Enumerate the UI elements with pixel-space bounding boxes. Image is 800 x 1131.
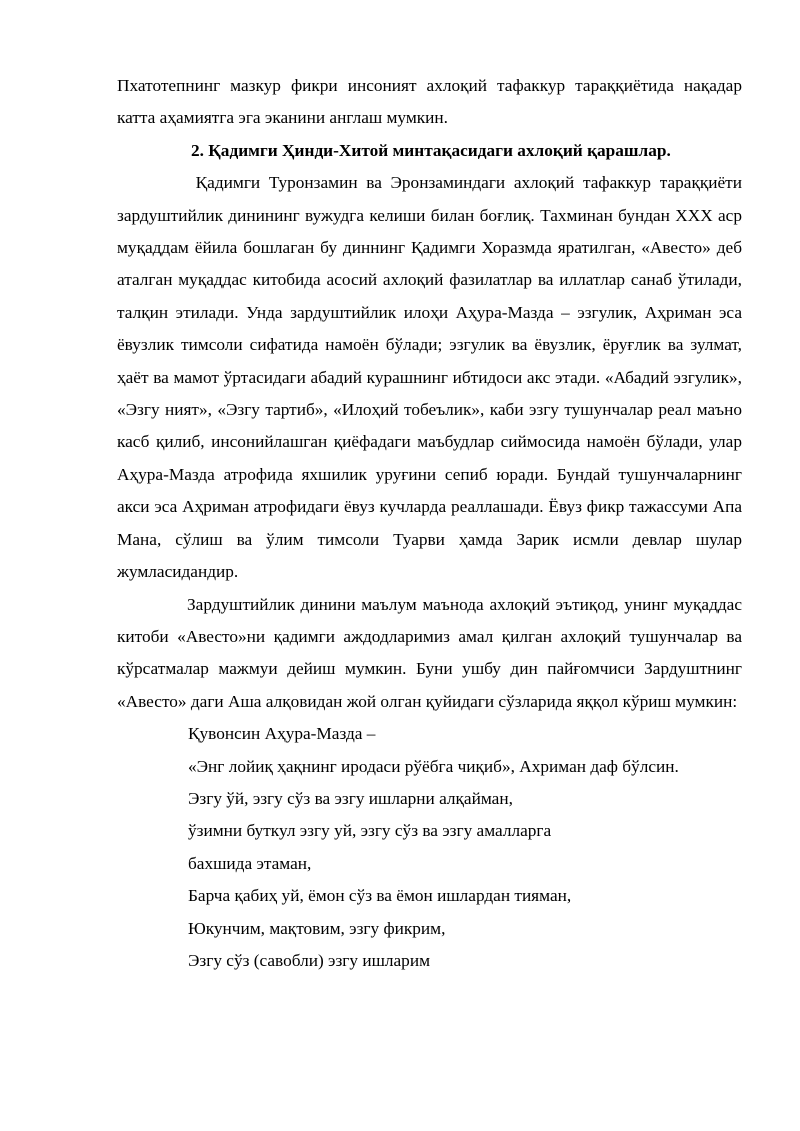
verse-line: Қувонсин Аҳура-Мазда – <box>188 724 376 744</box>
paragraph-intro: Пхатотепнинг мазкур фикри инсоният ахлоқий тафаккур тараққиётида нақадар катта аҳамиятга эга эканини англаш мумкин. <box>117 76 742 128</box>
paragraph-2: Зардуштийлик динини маълум маънода ахлоқий эътиқод, унинг муқаддас китоби «Авесто»ни қадимги аждодларимиз амал қилган ахлоқий тушунчалар ва кўрсатмалар мажмуи дейиш мумкин. Буни ушбу дин пайғомчиси Зардуштнинг «Авесто» даги Аша алқовидан жой олган қуйидаги сўзларида яққол кўриш мумкин: <box>117 594 742 711</box>
paragraph-1: Қадимги Туронзамин ва Эронзаминдаги ахлоқий тафаккур тараққиёти зардуштийлик динининг вужудга келиши билан боғлиқ. Тахминан бундан XXX аср муқаддам ёйила бошлаган бу диннинг Қадимги Хоразмда яратилган, «Авесто» деб аталган муқаддас китобида асосий ахлоқий фазилатлар ва иллатлар санаб ўтилади, талқин этилади. Унда зардуштийлик илоҳи Аҳура-Мазда – эзгулик, Аҳриман эса ёвузлик тимсоли сифатида намоён бўлади; эзгулик ва ёвузлик, ёруғлик ва зулмат, ҳаёт ва мамот ўртасидаги абадий курашнинг ибтидоси акс этади. «Абадий эзгулик», «Эзгу ният», «Эзгу тартиб», «Илоҳий тобеълик», каби эзгу тушунчалар реал маъно касб қилиб, инсонийлашган қиёфадаги маъбудлар сиймосида намоён бўлади, улар Аҳура-Мазда атрофида яхшилик уруғини сепиб юради. Бундай тушунчаларнинг акси эса Аҳриман атрофидаги ёвуз кучларда реаллашади. Ёвуз фикр тажассуми Апа Мана, сўлиш ва ўлим тимсоли Туарви ҳамда Зарик исмли девлар шулар жумласидандир. <box>117 173 747 582</box>
section-heading: 2. Қадимги Ҳинди-Хитой минтақасидаги ахлоқий қарашлар. <box>191 140 671 160</box>
verse-line: Эзгу ўй, эзгу сўз ва эзгу ишларни алқайман, <box>188 788 513 808</box>
verse-line: Эзгу сўз (савобли) эзгу ишларим <box>188 950 431 970</box>
verse-line: «Энг лойиқ ҳақнинг иродаси рўёбга чиқиб», Ахриман даф бўлсин. <box>188 756 679 776</box>
verse-line: ўзимни буткул эзгу уй, эзгу сўз ва эзгу амалларга <box>188 821 552 841</box>
verse-line: Барча қабиҳ уй, ёмон сўз ва ёмон ишлардан тияман, <box>188 886 572 906</box>
verse-line: Юкунчим, мақтовим, эзгу фикрим, <box>188 918 446 938</box>
verse-line: бахшида этаман, <box>188 853 312 873</box>
verse-block <box>117 718 742 977</box>
document-body <box>117 70 747 977</box>
